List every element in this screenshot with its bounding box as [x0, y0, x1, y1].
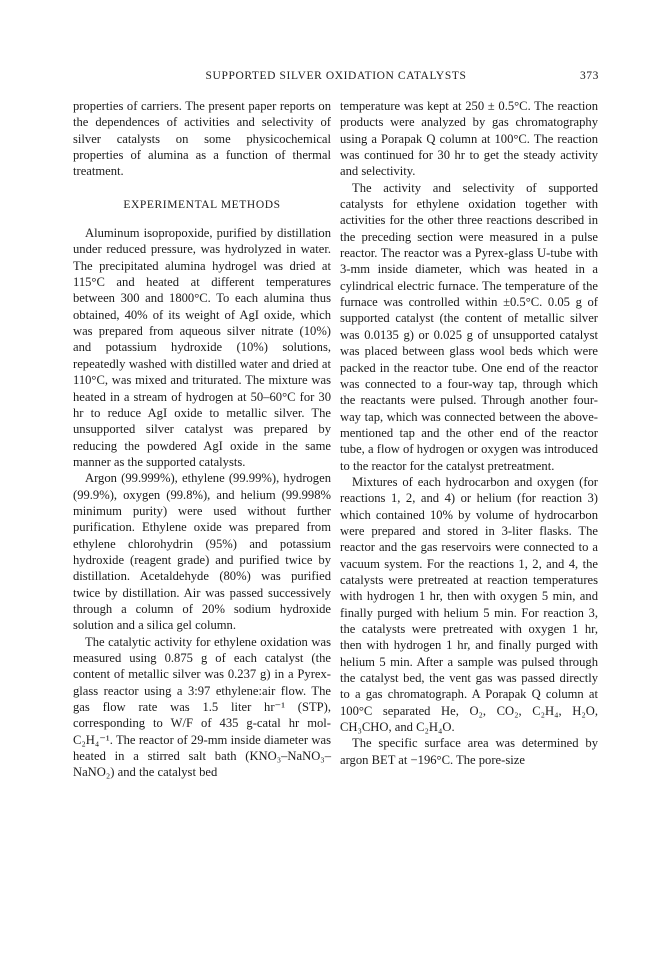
page-number: 373	[579, 70, 599, 82]
paragraph-catalyst-preparation: Aluminum isopropoxide, purified by distillation under reduced pressure, was hydrolyzed in water. The precipitated alumina hydrogel was dried at 115°C and heated at different temperatures between 300 and 1800°C. To each alumina thus obtained, 40% of its weight of AgI oxide, which was prepared from aqueous silver nitrate (10%) and potassium hydroxide (10%) solutions, repeatedly washed with distilled water and dried at 110°C, was mixed and triturated. The mixture was heated in a stream of hydrogen at 50–60°C for 30 hr to reduce AgI oxide to metallic silver. The unsupported silver catalyst was prepared by reducing the powdered AgI oxide in the same manner as the supported catalysts.	[73, 226, 331, 469]
section-heading-experimental-methods: EXPERIMENTAL METHODS	[123, 198, 281, 211]
running-title: SUPPORTED SILVER OXIDATION CATALYSTS	[205, 70, 467, 82]
right-column	[340, 98, 598, 768]
left-column	[73, 98, 331, 781]
paragraph-activity-measurement-continued: temperature was kept at 250 ± 0.5°C. The reaction products were analyzed by gas chromatography using a Porapak Q column at 100°C. The reaction was continued for 30 hr to get the steady activity and selectivity.	[340, 99, 598, 179]
intro-paragraph-end: properties of carriers. The present paper reports on the dependences of activities and selectivity of silver catalysts on some physicochemical properties of alumina as a function of thermal treatment.	[73, 99, 331, 179]
paragraph-activity-measurement: The catalytic activity for ethylene oxidation was measured using 0.875 g of each catalyst (the content of metallic silver was 0.237 g) in a Pyrex-glass reactor using a 3:97 ethylene:air flow. The gas flow rate was 1.5 liter hr⁻¹ (STP), corresponding to W/F of 435 g-catal hr mol-C₂H₄⁻¹. The reactor of 29-mm inside diameter was heated in a stirred salt bath (KNO₃–NaNO₃–NaNO₂) and the catalyst bed	[73, 634, 331, 780]
paragraph-pulse-reactor: The activity and selectivity of supported catalysts for ethylene oxidation together with activities for the other three reactions described in the preceding section were measured in a pulse reactor. The reactor was a Pyrex-glass U-tube with 3-mm inside diameter, which was heated in a cylindrical electric furnace. The temperature of the furnace was controlled within ±0.5°C. 0.05 g of supported catalyst (the content of metallic silver was 0.0135 g) or 0.025 g of unsupported catalyst was placed between glass wool beds which were packed in the reactor tube. One end of the reactor was connected to a four-way tap, through which the reactants were pulsed. Through another four-way tap, which was connected between the above-mentioned tap and the other end of the reactor tube, a flow of hydrogen or oxygen was introduced to the reactor for the catalyst pretreatment.	[340, 180, 598, 473]
paragraph-surface-area: The specific surface area was determined by argon BET at −196°C. The pore-size	[340, 736, 598, 767]
paragraph-reagents: Argon (99.999%), ethylene (99.99%), hydrogen (99.9%), oxygen (99.8%), and helium (99.998% minimum purity) were used without further purification. Ethylene oxide was prepared from ethylene chlorohydrin (95%) and potassium hydroxide (reagent grade) and purified twice by distillation. Acetaldehyde (80%) was purified twice by distillation. Air was passed successively through a column of 20% sodium hydroxide solution and a silica gel column.	[73, 471, 331, 633]
paragraph-gas-mixtures: Mixtures of each hydrocarbon and oxygen (for reactions 1, 2, and 4) or helium (for reaction 3) which contained 10% by volume of hydrocarbon were prepared and stored in 3-liter flasks. The reactor and the gas reservoirs were connected to a vacuum system. For the reactions 1, 2, and 4, the catalysts were pretreated at reaction temperatures with hydrogen 1 hr, then with oxygen 5 min, and finally purged with helium 5 min. For reaction 3, the catalysts were pretreated with oxygen 1 hr, then with hydrogen 1 hr, and finally purged with helium 5 min. After a sample was pulsed through the catalyst bed, the vent gas was passed directly to a gas chromatograph. A Porapak Q column at 100°C separated He, O₂, CO₂, C₂H₄, H₂O, CH₃CHO, and C₂H₄O.	[340, 474, 598, 735]
